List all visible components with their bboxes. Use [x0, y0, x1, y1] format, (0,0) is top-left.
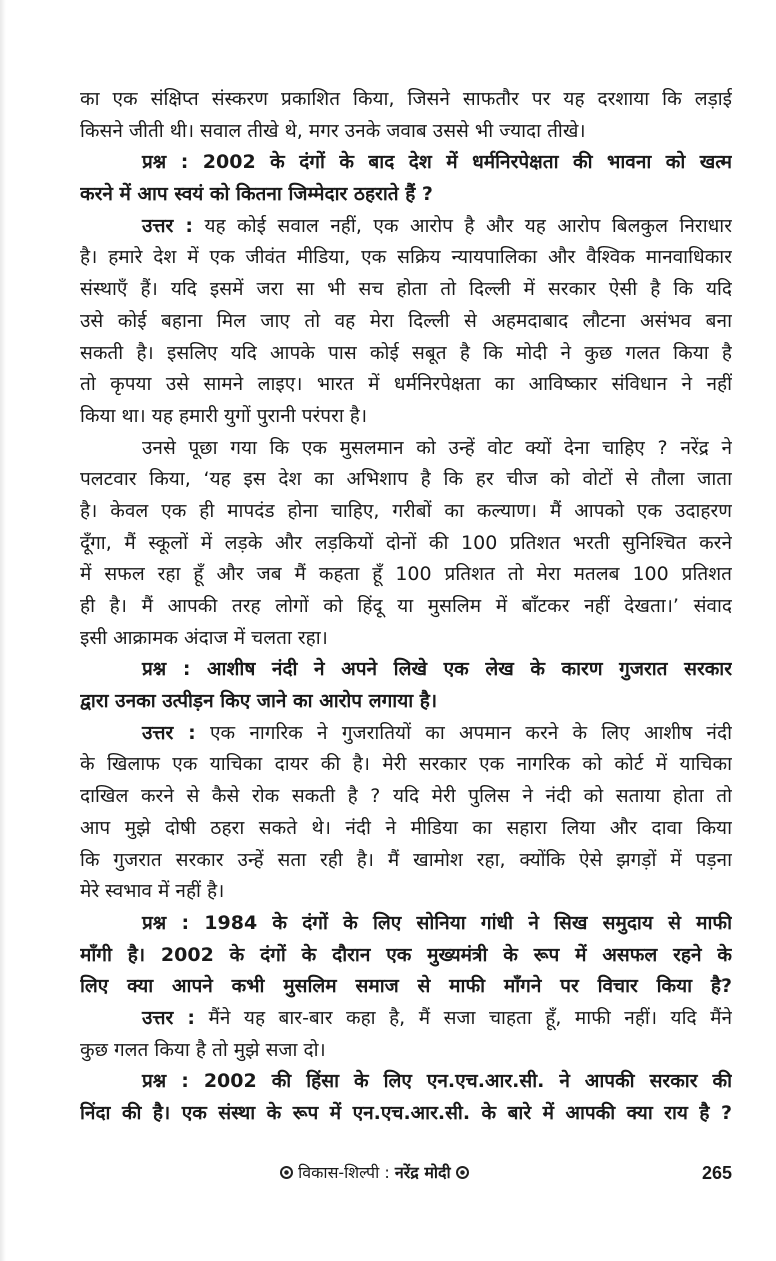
body-line: का एक संक्षिप्त संस्करण प्रकाशित किया, जिसने साफतौर पर यह दरशाया कि लड़ाई [80, 88, 732, 110]
flower-ornament-icon [456, 1166, 469, 1179]
body-line: उनसे पूछा गया कि एक मुसलमान को उन्हें वोट क्यों देना चाहिए ? नरेंद्र ने [142, 436, 732, 459]
body-line: दाखिल करने से कैसे रोक सकती है ? यदि मेरी पुलिस ने नंदी को सताया होता तो [80, 785, 732, 808]
flower-ornament-icon [280, 1166, 293, 1179]
page-footer [80, 1158, 732, 1188]
question-line: करने में आप स्वयं को कितना जिम्मेदार ठहराते हैं ? [80, 183, 433, 206]
body-line: उसे कोई बहाना मिल जाए तो वह मेरा दिल्ली से अहमदाबाद लौटना असंभव बना [80, 309, 732, 332]
body-line: आप मुझे दोषी ठहरा सकते थे। नंदी ने मीडिया का सहारा लिया और दावा किया [80, 816, 732, 839]
body-line: है। केवल एक ही मापदंड होना चाहिए, गरीबों का कल्याण। मैं आपको एक उदाहरण [80, 499, 732, 522]
body-line: कुछ गलत किया है तो मुझे सजा दो। [80, 1038, 326, 1061]
body-line: दूँगा, मैं स्कूलों में लड़के और लड़कियों दोनों की 100 प्रतिशत भरती सुनिश्चित करने [80, 531, 732, 554]
answer-label: उत्तर : [142, 721, 196, 744]
body-line: इसी आक्रामक अंदाज में चलता रहा। [80, 626, 328, 649]
question-label: प्रश्न : [142, 151, 189, 174]
answer-label: उत्तर : [142, 214, 194, 237]
answer-label: उत्तर : [142, 1006, 195, 1029]
question-line: निंदा की है। एक संस्था के रूप में एन.एच.आर.सी. के बारे में आपकी क्या राय है ? [80, 1102, 732, 1124]
body-line: संस्थाएँ हैं। यदि इसमें जरा सा भी सच होता तो दिल्ली में सरकार ऐसी है कि यदि [80, 278, 732, 301]
answer-line: उत्तर : एक नागरिक ने गुजरातियों का अपमान करने के लिए आशीष नंदी [142, 721, 732, 744]
body-line: किसने जीती थी। सवाल तीखे थे, मगर उनके जवाब उससे भी ज्यादा तीखे। [80, 119, 586, 142]
book-title: विकास-शिल्पी : [298, 1163, 390, 1182]
body-line: किया था। यह हमारी युगों पुरानी परंपरा है। [80, 404, 368, 427]
body-line: के खिलाफ एक याचिका दायर की है। मेरी सरकार एक नागरिक को कोर्ट में याचिका [80, 753, 732, 776]
question-line: प्रश्न : आशीष नंदी ने अपने लिखे एक लेख के कारण गुजरात सरकार [142, 658, 732, 681]
question-line: प्रश्न : 2002 के दंगों के बाद देश में धर्मनिरपेक्षता की भावना को खत्म [142, 151, 732, 174]
answer-line: उत्तर : मैंने यह बार-बार कहा है, मैं सजा चाहता हूँ, माफी नहीं। यदि मैंने [142, 1006, 732, 1029]
question-label: प्रश्न : [142, 1070, 189, 1093]
question-line: द्वारा उनका उत्पीड़न किए जाने का आरोप लगाया है। [80, 690, 438, 713]
body-line: में सफल रहा हूँ और जब मैं कहता हूँ 100 प्रतिशत तो मेरा मतलब 100 प्रतिशत [80, 563, 732, 586]
question-line: माँगी है। 2002 के दंगों के दौरान एक मुख्यमंत्री के रूप में असफल रहने के [80, 943, 732, 966]
answer-line: उत्तर : यह कोई सवाल नहीं, एक आरोप है और यह आरोप बिलकुल निराधार [142, 214, 732, 237]
question-line: प्रश्न : 1984 के दंगों के लिए सोनिया गांधी ने सिख समुदाय से माफी [142, 911, 732, 934]
body-line: ही है। मैं आपकी तरह लोगों को हिंदू या मुसलिम में बाँटकर नहीं देखता।’ संवाद [80, 595, 732, 617]
running-footer [280, 1158, 469, 1188]
body-line: सकती है। इसलिए यदि आपके पास कोई सबूत है कि मोदी ने कुछ गलत किया है [80, 341, 732, 364]
scan-page-edge [0, 0, 6, 1261]
body-line: है। हमारे देश में एक जीवंत मीडिया, एक सक्रिय न्यायपालिका और वैश्विक मानवाधिकार [80, 246, 732, 269]
page-number: 265 [701, 1163, 732, 1183]
body-line: पलटवार किया, ‘यह इस देश का अभिशाप है कि हर चीज को वोटों से तौला जाता [80, 468, 732, 491]
question-line: लिए क्या आपने कभी मुसलिम समाज से माफी माँगने पर विचार किया है? [80, 975, 732, 998]
body-line: मेरे स्वभाव में नहीं है। [80, 880, 225, 903]
page-body [80, 84, 732, 1130]
body-line: कि गुजरात सरकार उन्हें सता रही है। मैं खामोश रहा, क्योंकि ऐसे झगड़ों में पड़ना [80, 848, 732, 871]
body-line: तो कृपया उसे सामने लाइए। भारत में धर्मनिरपेक्षता का आविष्कार संविधान ने नहीं [80, 373, 732, 396]
question-line: प्रश्न : 2002 की हिंसा के लिए एन.एच.आर.सी. ने आपकी सरकार की [142, 1070, 732, 1093]
question-label: प्रश्न : [142, 658, 191, 681]
author-name: नरेंद्र मोदी [394, 1163, 451, 1182]
question-label: प्रश्न : [142, 911, 190, 934]
